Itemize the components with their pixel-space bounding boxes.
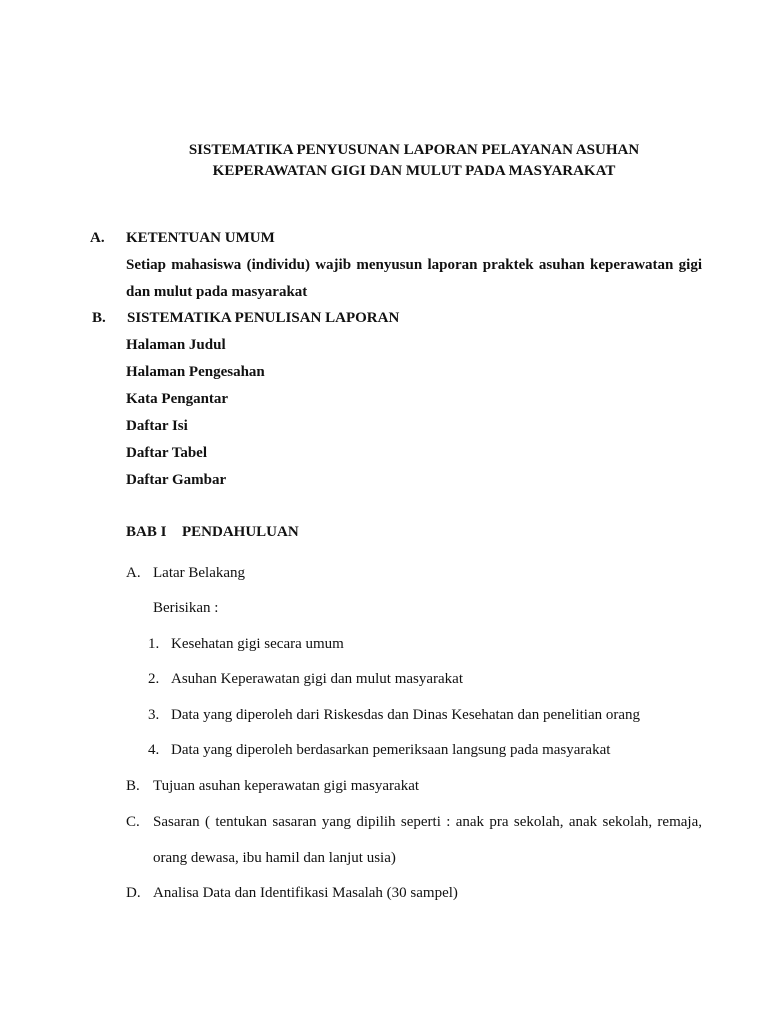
bab-1-sub-b-marker: B. — [126, 778, 140, 794]
section-a-heading: KETENTUAN UMUM — [126, 230, 275, 246]
bab-1-sub-c-line-1: Sasaran ( tentukan sasaran yang dipilih seperti : anak pra sekolah, anak sekolah, remaja, — [153, 814, 702, 830]
section-b-heading: SISTEMATIKA PENULISAN LAPORAN — [127, 310, 400, 326]
section-a-paragraph-line-1: Setiap mahasiswa (individu) wajib menyusun laporan praktek asuhan keperawatan gigi — [126, 257, 702, 273]
list-item-2-text: Asuhan Keperawatan gigi dan mulut masyarakat — [171, 671, 463, 687]
document-title-line-1: SISTEMATIKA PENYUSUNAN LAPORAN PELAYANAN ASUHAN — [188, 142, 640, 158]
section-b-item-kata-pengantar: Kata Pengantar — [126, 391, 229, 407]
document-title-line-2: KEPERAWATAN GIGI DAN MULUT PADA MASYARAKAT — [212, 163, 616, 179]
list-item-4-text: Data yang diperoleh berdasarkan pemeriksaan langsung pada masyarakat — [171, 742, 611, 758]
bab-1-sub-c-marker: C. — [126, 814, 140, 830]
section-a-paragraph-line-2: dan mulut pada masyarakat — [126, 284, 308, 300]
bab-1-sub-a-marker: A. — [126, 565, 141, 581]
section-b-item-daftar-isi: Daftar Isi — [126, 418, 188, 434]
section-b-item-daftar-gambar: Daftar Gambar — [126, 472, 227, 488]
bab-1-label: BAB I — [126, 524, 167, 540]
list-item-1-text: Kesehatan gigi secara umum — [171, 636, 344, 652]
bab-1-sub-a-berisikan: Berisikan : — [153, 600, 219, 616]
bab-1-sub-d-text: Analisa Data dan Identifikasi Masalah (30 sampel) — [153, 885, 458, 901]
section-b-item-daftar-tabel: Daftar Tabel — [126, 445, 207, 461]
list-item-3-text: Data yang diperoleh dari Riskesdas dan Dinas Kesehatan dan penelitian orang — [171, 707, 641, 723]
section-b-item-halaman-pengesahan: Halaman Pengesahan — [126, 364, 265, 380]
bab-1-sub-d-marker: D. — [126, 885, 141, 901]
section-b-marker: B. — [92, 310, 106, 326]
list-item-1-number: 1. — [148, 636, 160, 652]
bab-1-title: PENDAHULUAN — [182, 524, 299, 540]
list-item-3-number: 3. — [148, 707, 160, 723]
bab-1-sub-b-text: Tujuan asuhan keperawatan gigi masyarakat — [153, 778, 420, 794]
bab-1-sub-c-line-2: orang dewasa, ibu hamil dan lanjut usia) — [153, 850, 396, 866]
section-b-item-halaman-judul: Halaman Judul — [126, 337, 226, 353]
list-item-2-number: 2. — [148, 671, 160, 687]
section-a-marker: A. — [90, 230, 105, 246]
list-item-4-number: 4. — [148, 742, 160, 758]
bab-1-sub-a-text: Latar Belakang — [153, 565, 246, 581]
